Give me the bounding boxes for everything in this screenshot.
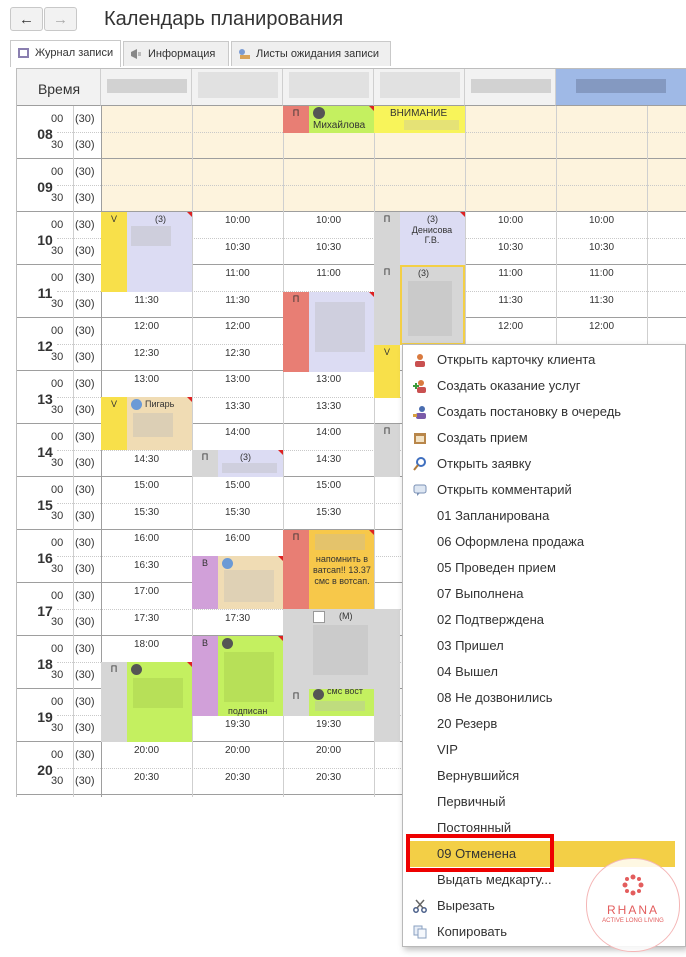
tab-waitlist[interactable] bbox=[231, 41, 391, 66]
column-header[interactable] bbox=[101, 69, 192, 106]
duration-label: (30) bbox=[75, 669, 95, 681]
time-slot[interactable]: 11:30 bbox=[589, 295, 614, 306]
menu-item-label: VIP bbox=[437, 742, 458, 757]
minute-label: 30 bbox=[51, 404, 64, 416]
time-slot[interactable]: 12:00 bbox=[497, 321, 524, 332]
time-slot[interactable]: 13:30 bbox=[315, 401, 342, 412]
time-header-label: Время bbox=[37, 81, 81, 97]
time-slot[interactable]: 15:30 bbox=[224, 507, 251, 518]
hour-label: 14 bbox=[37, 444, 53, 460]
note-text: напомнить в ватсап!! 13.37 смс в вотсап. bbox=[313, 554, 371, 586]
minute-label: 00 bbox=[51, 431, 64, 443]
time-slot[interactable]: 12:00 bbox=[588, 321, 615, 332]
duration-label: (30) bbox=[75, 563, 95, 575]
note-text: ВНИМАНИЕ bbox=[390, 108, 448, 119]
menu-item-label: Постоянный bbox=[437, 820, 512, 835]
brand-name: RHANA bbox=[606, 903, 659, 917]
time-slot[interactable]: 11:00 bbox=[498, 268, 523, 279]
menu-item-status[interactable] bbox=[403, 581, 686, 607]
menu-item-returning[interactable] bbox=[403, 763, 686, 789]
menu-item-label: 08 Не дозвонились bbox=[437, 690, 553, 705]
menu-item-open-comment[interactable] bbox=[403, 477, 686, 503]
time-slot[interactable]: 13:00 bbox=[133, 374, 160, 385]
menu-item-label: Первичный bbox=[437, 794, 506, 809]
menu-item-label: Выдать медкарту... bbox=[437, 872, 552, 887]
menu-item-label: 04 Вышел bbox=[437, 664, 498, 679]
status-stripe: V bbox=[374, 345, 400, 398]
appointment-block[interactable] bbox=[283, 530, 374, 610]
minute-label: 00 bbox=[51, 378, 64, 390]
time-slot[interactable]: 13:00 bbox=[224, 374, 251, 385]
column-header[interactable] bbox=[192, 69, 283, 106]
minute-label: 30 bbox=[51, 722, 64, 734]
appointment-block[interactable] bbox=[283, 609, 374, 689]
minute-label: 00 bbox=[51, 537, 64, 549]
time-slot[interactable]: 15:00 bbox=[224, 480, 251, 491]
appointment-block[interactable] bbox=[192, 556, 283, 609]
service-count: (3) bbox=[155, 214, 166, 224]
minute-label: 00 bbox=[51, 325, 64, 337]
minute-label: 30 bbox=[51, 510, 64, 522]
minute-label: 30 bbox=[51, 192, 64, 204]
duration-label: (30) bbox=[75, 510, 95, 522]
appointment-block[interactable] bbox=[101, 212, 192, 292]
time-slot[interactable]: 16:00 bbox=[133, 533, 160, 544]
menu-item-label: Открыть комментарий bbox=[437, 482, 572, 497]
duration-label: (30) bbox=[75, 722, 95, 734]
time-slot[interactable]: 13:30 bbox=[224, 401, 251, 412]
minute-label: 00 bbox=[51, 484, 64, 496]
time-slot[interactable]: 15:30 bbox=[315, 507, 342, 518]
time-slot[interactable]: 19:30 bbox=[315, 719, 342, 730]
duration-label: (30) bbox=[75, 378, 95, 390]
forward-button[interactable]: → bbox=[44, 7, 77, 31]
minute-label: 00 bbox=[51, 749, 64, 761]
status-stripe: П bbox=[283, 530, 309, 610]
duration-label: (30) bbox=[75, 749, 95, 761]
megaphone-icon bbox=[130, 48, 143, 60]
duration-label: (30) bbox=[75, 616, 95, 628]
menu-item-label: 01 Запланирована bbox=[437, 508, 550, 523]
time-slot[interactable]: 14:00 bbox=[224, 427, 251, 438]
service-count: (М) bbox=[339, 611, 353, 621]
time-slot[interactable]: 10:30 bbox=[497, 242, 524, 253]
time-slot[interactable]: 10:00 bbox=[224, 215, 251, 226]
menu-item-status[interactable] bbox=[403, 633, 686, 659]
appointment-block[interactable] bbox=[374, 345, 400, 398]
appointment-block[interactable] bbox=[192, 450, 283, 477]
status-stripe: П bbox=[374, 424, 400, 477]
service-count: (3) bbox=[427, 214, 438, 224]
time-slot[interactable]: 11:30 bbox=[134, 295, 159, 306]
minute-label: 30 bbox=[51, 669, 64, 681]
search-icon bbox=[413, 457, 427, 471]
time-slot[interactable]: 20:30 bbox=[224, 772, 251, 783]
hour-label: 11 bbox=[37, 285, 53, 301]
brand-logo bbox=[586, 858, 680, 952]
page-title: Календарь планирования bbox=[104, 8, 344, 30]
menu-item-create-appointment[interactable] bbox=[403, 425, 686, 451]
minute-label: 30 bbox=[51, 351, 64, 363]
column-header[interactable] bbox=[556, 69, 686, 106]
client-name: Пигарь bbox=[145, 399, 175, 409]
hour-label: 18 bbox=[37, 656, 53, 672]
appointment-icon bbox=[413, 431, 427, 445]
menu-item-status[interactable] bbox=[403, 555, 686, 581]
status-stripe: П bbox=[283, 689, 309, 716]
time-slot[interactable]: 11:30 bbox=[498, 295, 523, 306]
time-slot[interactable]: 10:30 bbox=[224, 242, 251, 253]
flower-icon bbox=[621, 873, 645, 897]
duration-label: (30) bbox=[75, 484, 95, 496]
menu-item-primary[interactable] bbox=[403, 789, 686, 815]
duration-label: (30) bbox=[75, 192, 95, 204]
menu-item-label: Открыть заявку bbox=[437, 456, 532, 471]
menu-item-label: 07 Выполнена bbox=[437, 586, 524, 601]
minute-label: 00 bbox=[51, 113, 64, 125]
duration-label: (30) bbox=[75, 139, 95, 151]
time-slot[interactable]: 16:00 bbox=[224, 533, 251, 544]
time-slot[interactable]: 10:30 bbox=[315, 242, 342, 253]
tab-label: Информация bbox=[148, 48, 216, 60]
time-slot[interactable]: 20:30 bbox=[133, 772, 160, 783]
menu-item-create-queue[interactable] bbox=[403, 399, 686, 425]
appointment-block[interactable] bbox=[101, 397, 192, 450]
minute-label: 00 bbox=[51, 696, 64, 708]
menu-item-label: 05 Проведен прием bbox=[437, 560, 556, 575]
duration-label: (30) bbox=[75, 219, 95, 231]
time-slot[interactable]: 15:30 bbox=[133, 507, 160, 518]
note-text: смс вост bbox=[327, 689, 363, 696]
tooth-icon bbox=[131, 664, 142, 675]
annotation-highlight-frame bbox=[406, 834, 554, 872]
time-slot[interactable]: 17:30 bbox=[224, 613, 251, 624]
time-slot[interactable]: 15:00 bbox=[133, 480, 160, 491]
duration-label: (30) bbox=[75, 696, 95, 708]
time-slot[interactable]: 11:00 bbox=[225, 268, 250, 279]
minute-label: 30 bbox=[51, 563, 64, 575]
brand-tagline: ACTIVE LONG LIVING bbox=[602, 918, 664, 924]
menu-item-label: Создать прием bbox=[437, 430, 528, 445]
scissors-icon bbox=[413, 899, 427, 913]
status-stripe: П bbox=[192, 450, 218, 477]
menu-item-open-client-card[interactable] bbox=[403, 347, 686, 373]
appointment-block[interactable] bbox=[101, 662, 192, 742]
duration-label: (30) bbox=[75, 113, 95, 125]
status-stripe: П bbox=[101, 662, 127, 742]
minute-label: 00 bbox=[51, 272, 64, 284]
minute-label: 30 bbox=[51, 457, 64, 469]
appointment-block[interactable] bbox=[283, 292, 374, 372]
time-slot[interactable]: 11:00 bbox=[589, 268, 614, 279]
duration-label: (30) bbox=[75, 775, 95, 787]
status-stripe: V bbox=[101, 397, 127, 450]
tab-label: Журнал записи bbox=[35, 47, 114, 59]
menu-item-label: 20 Резерв bbox=[437, 716, 498, 731]
time-slot[interactable]: 15:00 bbox=[315, 480, 342, 491]
journal-icon bbox=[17, 47, 30, 59]
time-slot[interactable]: 13:00 bbox=[315, 374, 342, 385]
status-stripe: П bbox=[283, 106, 309, 133]
duration-label: (30) bbox=[75, 431, 95, 443]
tooth-icon bbox=[313, 689, 324, 700]
duration-label: (30) bbox=[75, 643, 95, 655]
client-card-icon bbox=[413, 353, 427, 367]
tab-label: Листы ожидания записи bbox=[256, 48, 380, 60]
hour-label: 08 bbox=[37, 126, 53, 142]
menu-item-status[interactable] bbox=[403, 503, 686, 529]
status-stripe: V bbox=[101, 212, 127, 292]
menu-item-status[interactable] bbox=[403, 659, 686, 685]
status-stripe: П bbox=[374, 265, 400, 345]
minute-label: 30 bbox=[51, 139, 64, 151]
duration-label: (30) bbox=[75, 457, 95, 469]
menu-item-status[interactable] bbox=[403, 685, 686, 711]
time-slot[interactable]: 11:30 bbox=[225, 295, 250, 306]
menu-item-label: Вырезать bbox=[437, 898, 495, 913]
menu-item-label: Создать постановку в очередь bbox=[437, 404, 622, 419]
service-count: (3) bbox=[240, 452, 251, 462]
appointment-block[interactable] bbox=[192, 636, 283, 716]
duration-label: (30) bbox=[75, 325, 95, 337]
appointment-block[interactable] bbox=[374, 212, 465, 265]
duration-label: (30) bbox=[75, 298, 95, 310]
time-slot[interactable]: 10:00 bbox=[588, 215, 615, 226]
menu-item-create-service[interactable] bbox=[403, 373, 686, 399]
status-stripe: В bbox=[192, 556, 218, 609]
tooth-icon bbox=[222, 638, 233, 649]
duration-label: (30) bbox=[75, 404, 95, 416]
appointment-block[interactable] bbox=[283, 689, 374, 716]
menu-item-open-request[interactable] bbox=[403, 451, 686, 477]
tooth-icon bbox=[313, 107, 325, 119]
minute-label: 00 bbox=[51, 643, 64, 655]
arrow-up-icon bbox=[131, 399, 142, 410]
column-header[interactable] bbox=[465, 69, 556, 106]
time-slot[interactable]: 19:30 bbox=[224, 719, 251, 730]
time-slot[interactable]: 11:00 bbox=[316, 268, 341, 279]
hour-label: 17 bbox=[37, 603, 53, 619]
time-slot[interactable]: 20:30 bbox=[315, 772, 342, 783]
time-slot[interactable]: 10:30 bbox=[588, 242, 615, 253]
minute-label: 30 bbox=[51, 298, 64, 310]
menu-item-vip[interactable] bbox=[403, 737, 686, 763]
arrow-up-icon bbox=[222, 558, 233, 569]
minute-label: 30 bbox=[51, 616, 64, 628]
queue-icon bbox=[413, 405, 427, 419]
time-slot[interactable]: 17:30 bbox=[133, 613, 160, 624]
minute-label: 30 bbox=[51, 245, 64, 257]
time-slot[interactable]: 12:00 bbox=[224, 321, 251, 332]
time-slot[interactable]: 10:00 bbox=[497, 215, 524, 226]
time-slot[interactable]: 20:00 bbox=[133, 745, 160, 756]
menu-item-status[interactable] bbox=[403, 529, 686, 555]
service-count: (3) bbox=[418, 268, 429, 278]
calendar-icon bbox=[313, 611, 325, 623]
client-name: Денисова Г.В. bbox=[411, 225, 453, 245]
hour-label: 12 bbox=[37, 338, 53, 354]
menu-item-label: 02 Подтверждена bbox=[437, 612, 545, 627]
hour-label: 09 bbox=[37, 179, 53, 195]
hour-label: 15 bbox=[37, 497, 53, 513]
menu-item-label: 03 Пришел bbox=[437, 638, 504, 653]
tab-journal[interactable] bbox=[10, 40, 121, 67]
menu-item-status[interactable] bbox=[403, 711, 686, 737]
time-slot[interactable]: 16:30 bbox=[133, 560, 160, 571]
menu-item-label: Создать оказание услуг bbox=[437, 378, 581, 393]
column-header[interactable] bbox=[283, 69, 374, 106]
status-stripe: В bbox=[192, 636, 218, 716]
time-slot[interactable]: 14:00 bbox=[315, 427, 342, 438]
client-name: Михайлова bbox=[313, 120, 366, 131]
duration-label: (30) bbox=[75, 590, 95, 602]
status-stripe: П bbox=[283, 292, 309, 372]
duration-label: (30) bbox=[75, 245, 95, 257]
time-slot[interactable]: 20:00 bbox=[315, 745, 342, 756]
time-slot[interactable]: 20:00 bbox=[224, 745, 251, 756]
time-slot[interactable]: 14:30 bbox=[315, 454, 342, 465]
note-text: подписан bbox=[228, 706, 268, 716]
appointment-block[interactable] bbox=[374, 265, 465, 345]
waitlist-icon bbox=[238, 48, 251, 60]
menu-item-status[interactable] bbox=[403, 607, 686, 633]
duration-label: (30) bbox=[75, 272, 95, 284]
menu-item-label: Открыть карточку клиента bbox=[437, 352, 596, 367]
add-service-icon bbox=[413, 379, 427, 393]
time-slot[interactable]: 17:00 bbox=[133, 586, 160, 597]
menu-item-label: 06 Оформлена продажа bbox=[437, 534, 585, 549]
minute-label: 00 bbox=[51, 219, 64, 231]
minute-label: 00 bbox=[51, 590, 64, 602]
duration-label: (30) bbox=[75, 166, 95, 178]
time-slot[interactable]: 10:00 bbox=[315, 215, 342, 226]
back-button[interactable]: ← bbox=[10, 7, 43, 31]
column-header[interactable] bbox=[374, 69, 465, 106]
minute-label: 00 bbox=[51, 166, 64, 178]
copy-icon bbox=[413, 925, 427, 939]
appointment-block[interactable] bbox=[374, 424, 400, 477]
menu-item-label: Копировать bbox=[437, 924, 507, 939]
time-slot[interactable]: 12:00 bbox=[133, 321, 160, 332]
menu-item-label: Вернувшийся bbox=[437, 768, 520, 783]
time-slot[interactable]: 12:30 bbox=[224, 348, 251, 359]
hour-label: 13 bbox=[37, 391, 53, 407]
menu-item-label: 09 Отменена bbox=[437, 846, 517, 861]
appointment-block[interactable] bbox=[374, 106, 465, 133]
appointment-block[interactable] bbox=[374, 609, 400, 742]
time-header bbox=[17, 69, 101, 106]
hour-label: 10 bbox=[37, 232, 53, 248]
hour-label: 20 bbox=[37, 762, 53, 778]
tab-info[interactable] bbox=[123, 41, 229, 66]
minute-label: 30 bbox=[51, 775, 64, 787]
time-slot[interactable]: 12:30 bbox=[133, 348, 160, 359]
appointment-block[interactable] bbox=[283, 106, 374, 133]
hour-label: 19 bbox=[37, 709, 53, 725]
duration-label: (30) bbox=[75, 351, 95, 363]
hour-label: 16 bbox=[37, 550, 53, 566]
status-stripe: П bbox=[374, 212, 400, 265]
duration-label: (30) bbox=[75, 537, 95, 549]
time-slot[interactable]: 18:00 bbox=[133, 639, 160, 650]
time-slot[interactable]: 14:30 bbox=[133, 454, 160, 465]
comment-icon bbox=[413, 483, 427, 497]
